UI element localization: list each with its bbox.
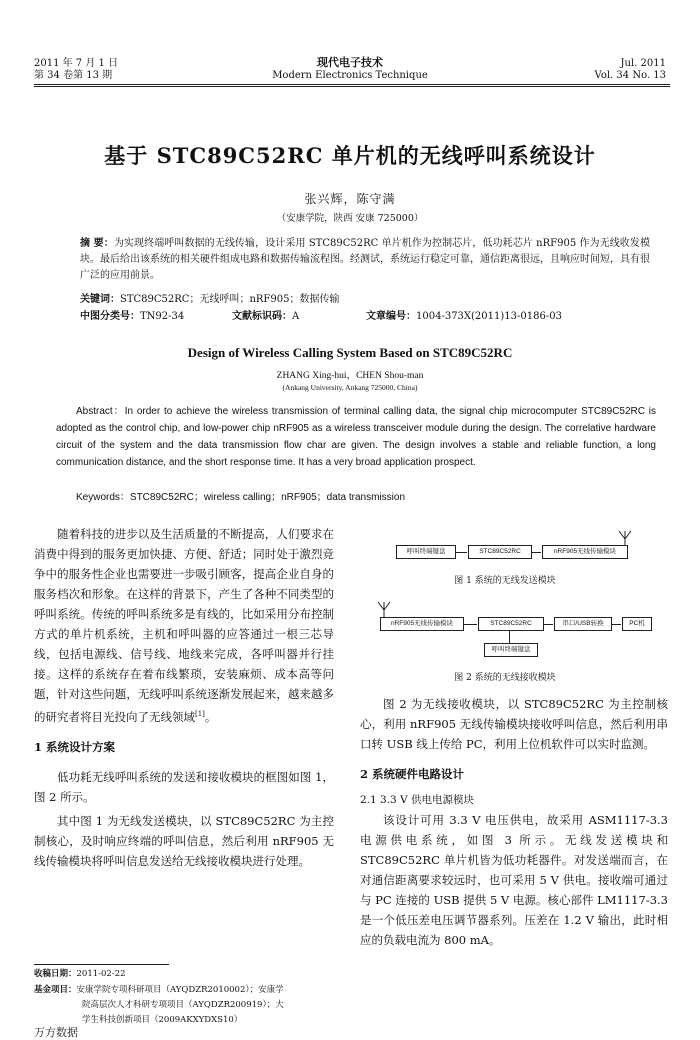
article-value: 1004-373X(2011)13-0186-03	[416, 311, 562, 322]
article-label: 文章编号：	[366, 311, 416, 322]
received-label: 收稿日期：	[34, 969, 77, 979]
citation-ref: [1]	[195, 710, 205, 718]
keywords-cn-text: STC89C52RC；无线呼叫；nRF905；数据传输	[120, 294, 340, 305]
keywords-cn	[80, 292, 339, 308]
affiliation-cn: （安康学院，陕西 安康 725000）	[276, 213, 424, 224]
keywords-en-text: STC89C52RC；wireless calling；nRF905；data transmission	[129, 492, 406, 503]
doc-label: 文献标识码：	[232, 311, 292, 322]
fig2-arrow-3	[611, 624, 621, 625]
fund-line-1: 安康学院专项科研项目（AYQDZR2010002）；安康学	[76, 985, 284, 995]
footnote-fund-2: 院高层次人才科研专项项目（AYQDZR200919）；大	[82, 1000, 284, 1010]
fig1-keyboard-box: 呼叫终端键盘	[396, 545, 456, 559]
header-rule	[34, 84, 670, 85]
abstract-en-text: In order to achieve the wireless transmission of terminal calling data, the signal chip microcomputer STC89C52RC is adopted as the control chip, and low-power chip nRF905 as a wireless transceiver module during the design. The correlative hardware circuit of the system and the data transmission flow char are given. The design involves a stable and reliable function, a long communication distance, and the short response time. It has a very broad application prospect.	[56, 406, 656, 468]
section-heading-2: 2 系统硬件电路设计	[360, 767, 465, 781]
journal-title-cn: 现代电子技术	[317, 56, 383, 69]
fig2-description: 图 2 为无线接收模块，以 STC89C52RC 为主控制核心，利用 nRF905 无线传输模块接收呼叫信息，然后利用串口转 USB 线上传给 PC，利用上位机软件可以实时监测。	[360, 697, 668, 751]
header-rule-2	[34, 86, 670, 87]
fig2-arrow-2	[543, 624, 553, 625]
fig1-mcu-box: STC89C52RC	[468, 545, 532, 559]
paragraph-3: 其中图 1 为无线发送模块，以 STC89C52RC 为主控制核心，及时响应终端的呼叫信息，然后利用 nRF905 无线传输模块将呼叫信息发送给无线接收模块进行处理。	[34, 813, 334, 868]
keywords-en	[56, 489, 656, 506]
footnote-fund	[34, 983, 334, 998]
keywords-cn-label: 关键词：	[80, 294, 120, 305]
fig1-arrow-1	[455, 552, 467, 553]
subsection-heading-2-1: 2.1 3.3 V 供电电源模块	[360, 794, 474, 806]
footnote-rule	[34, 964, 169, 965]
issue-volume: 第 34 卷第 13 期	[34, 70, 113, 81]
fund-label: 基金项目：	[34, 985, 77, 995]
intro-end: 。	[204, 709, 217, 724]
fig2-keyboard-box: 呼叫终端键盘	[484, 643, 538, 657]
abstract-cn-label: 摘 要：	[80, 238, 114, 249]
footnote-received	[34, 967, 334, 982]
fig2-caption: 图 2 系统的无线接收模块	[454, 673, 556, 683]
fig1-arrow-2	[531, 552, 541, 553]
fig2-nrf905-box: nRF905无线传输模块	[380, 617, 464, 631]
intro-paragraph	[34, 524, 334, 727]
issue-date-en: Jul. 2011	[620, 58, 666, 69]
footnote-fund-3: 学生科技创新项目（2009AKXYDXS10）	[82, 1015, 243, 1025]
fig1-nrf905-box: nRF905无线传输模块	[542, 545, 628, 559]
paper-title: 基于 STC89C52RC 单片机的无线呼叫系统设计	[104, 143, 596, 168]
authors-cn: 张兴辉，陈守满	[304, 192, 396, 206]
paragraph-2: 低功耗无线呼叫系统的发送和接收模块的框图如图 1，图 2 所示。	[34, 769, 334, 804]
left-column	[34, 524, 334, 871]
article-number	[366, 309, 562, 325]
paper-title-en: Design of Wireless Calling System Based on STC89C52RC	[187, 345, 513, 360]
fig2-pc-box: PC机	[622, 617, 652, 631]
fig2-arrow-1	[463, 624, 477, 625]
watermark: 万方数据	[34, 1026, 78, 1039]
doc-value: A	[292, 311, 300, 322]
fig2-vertical-arrow	[509, 631, 510, 643]
issue-volume-en: Vol. 34 No. 13	[594, 70, 666, 81]
abstract-cn	[80, 236, 650, 284]
clc-label: 中图分类号：	[80, 311, 140, 322]
abstract-en	[56, 403, 656, 471]
section-heading-1: 1 系统设计方案	[34, 739, 116, 754]
fig2-mcu-box: STC89C52RC	[478, 617, 544, 631]
right-column	[360, 694, 668, 950]
clc-number	[80, 309, 184, 325]
abstract-en-label: Abstract：	[76, 406, 125, 417]
authors-en: ZHANG Xing-hui，CHEN Shou-man	[276, 371, 424, 381]
abstract-cn-text: 为实现终端呼叫数据的无线传输，设计采用 STC89C52RC 单片机作为控制芯片，低功耗芯片 nRF905 作为无线收发模块。最后给出该系统的相关硬件组成电路和数据传输流程图。经测试，系统运行稳定可靠，通信距离很远，且响应时间短，具有很广泛的应用前景。	[80, 238, 650, 281]
issue-date: 2011 年 7 月 1 日	[34, 58, 119, 69]
doc-code	[232, 309, 299, 325]
fig2-usb-box: 串口/USB转换	[554, 617, 612, 631]
intro-text: 随着科技的进步以及生活质量的不断提高，人们要求在消费中得到的服务更加快捷、方便、舒适；同时处于激烈竞争中的服务性企业也需要进一步吸引顾客，提高企业自身的服务档次和形象。在这样的背景下，产生了各种不同类型的呼叫系统。传统的呼叫系统多是有线的，比如采用分布控制方式的单片机系统，主机和呼叫器的应答通过一根三芯导线，包括电源线、信号线、地线来完成，各呼叫器并行挂接。这样的系统存在着布线繁琐，安装麻烦、成本高等问题，针对这些问题，无线呼叫系统逐渐发展起来，越来越多的研究者将目光投向了无线领域	[34, 527, 334, 724]
fig1-caption: 图 1 系统的无线发送模块	[454, 576, 556, 586]
journal-title-en: Modern Electronics Technique	[272, 70, 428, 81]
clc-value: TN92-34	[140, 311, 185, 322]
received-date: 2011-02-22	[76, 969, 126, 979]
keywords-en-label: Keywords：	[76, 492, 130, 503]
power-paragraph: 该设计可用 3.3 V 电压供电，故采用 ASM1117-3.3 电源供电系统，如图 3 所示。无线发送模块和 STC89C52RC 单片机皆为低功耗器件。对发送端而言，在对通信距离要求较远时，也可采用 5 V 供电。接收端可通过与 PC 连接的 USB 提供 5 V 电源。核心部件 LM1117-3.3 是一个低压差电压调节器系列。压差在 1.2 V 输出，此时相应的负载电流为 800 mA。	[360, 813, 668, 947]
affiliation-en: (Ankang University, Ankang 725000, China)	[282, 383, 418, 392]
